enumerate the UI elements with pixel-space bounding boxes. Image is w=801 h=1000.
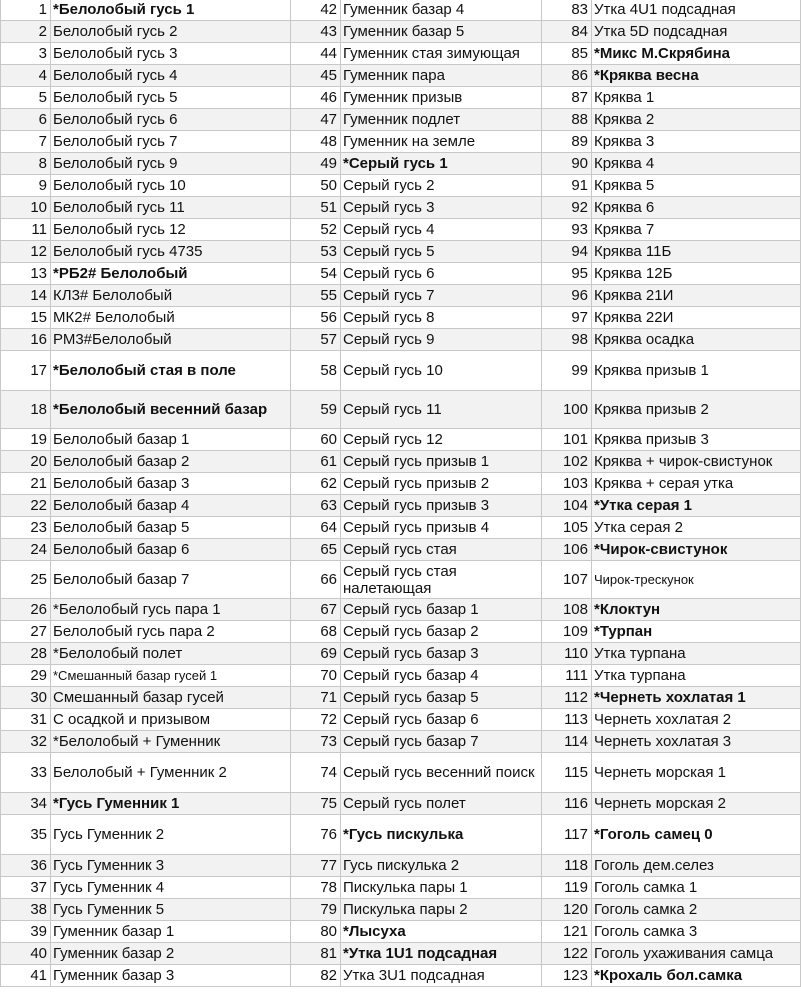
item-number: 72 [291, 709, 341, 731]
item-title: Чирок-трескунок [592, 561, 801, 599]
item-title: Серый гусь базар 3 [341, 643, 542, 665]
item-title: Кряква 1 [592, 87, 801, 109]
item-title: Серый гусь базар 4 [341, 665, 542, 687]
table-row [1, 263, 801, 285]
item-number: 27 [1, 621, 51, 643]
table-row [1, 329, 801, 351]
item-title: Серый гусь 7 [341, 285, 542, 307]
item-title: Серый гусь стая [341, 539, 542, 561]
item-number: 116 [542, 793, 592, 815]
item-number: 55 [291, 285, 341, 307]
table-body [1, 0, 801, 987]
item-title: Белолобый гусь 4735 [51, 241, 291, 263]
item-number: 31 [1, 709, 51, 731]
item-number: 21 [1, 473, 51, 495]
item-number: 10 [1, 197, 51, 219]
item-title: Белолобый гусь 5 [51, 87, 291, 109]
item-number: 105 [542, 517, 592, 539]
item-title: Гуменник пара [341, 65, 542, 87]
item-title: Кряква + чирок-свистунок [592, 451, 801, 473]
item-number: 57 [291, 329, 341, 351]
item-number: 14 [1, 285, 51, 307]
item-number: 83 [542, 0, 592, 21]
item-number: 16 [1, 329, 51, 351]
item-number: 24 [1, 539, 51, 561]
item-number: 94 [542, 241, 592, 263]
item-title: Серый гусь 4 [341, 219, 542, 241]
item-number: 53 [291, 241, 341, 263]
item-number: 56 [291, 307, 341, 329]
item-number: 108 [542, 599, 592, 621]
item-title: Утка турпана [592, 665, 801, 687]
item-number: 101 [542, 429, 592, 451]
item-title: Кряква осадка [592, 329, 801, 351]
item-title: Гоголь дем.селез [592, 855, 801, 877]
table-row [1, 943, 801, 965]
table-row [1, 43, 801, 65]
item-title: С осадкой и призывом [51, 709, 291, 731]
item-number: 32 [1, 731, 51, 753]
item-number: 89 [542, 131, 592, 153]
item-number: 43 [291, 21, 341, 43]
item-number: 9 [1, 175, 51, 197]
item-number: 12 [1, 241, 51, 263]
item-title: *Смешанный базар гусей 1 [51, 665, 291, 687]
item-title: Чернеть хохлатая 2 [592, 709, 801, 731]
item-title: Белолобый базар 2 [51, 451, 291, 473]
item-title: Белолобый базар 7 [51, 561, 291, 599]
item-number: 122 [542, 943, 592, 965]
item-number: 34 [1, 793, 51, 815]
item-number: 3 [1, 43, 51, 65]
item-title: *Белолобый полет [51, 643, 291, 665]
item-title: *Гусь пискулька [341, 815, 542, 855]
item-number: 15 [1, 307, 51, 329]
item-number: 79 [291, 899, 341, 921]
table-row [1, 241, 801, 263]
table-row [1, 351, 801, 391]
item-title: *РБ2# Белолобый [51, 263, 291, 285]
table-row [1, 855, 801, 877]
item-title: Гуменник на земле [341, 131, 542, 153]
item-title: Гуменник базар 2 [51, 943, 291, 965]
item-title: *Гоголь самец 0 [592, 815, 801, 855]
item-number: 44 [291, 43, 341, 65]
item-number: 52 [291, 219, 341, 241]
item-title: Серый гусь 9 [341, 329, 542, 351]
table-row [1, 877, 801, 899]
item-number: 13 [1, 263, 51, 285]
item-number: 19 [1, 429, 51, 451]
table-row [1, 391, 801, 429]
table-row [1, 21, 801, 43]
item-number: 109 [542, 621, 592, 643]
item-number: 93 [542, 219, 592, 241]
item-title: Кряква 7 [592, 219, 801, 241]
item-title: *Серый гусь 1 [341, 153, 542, 175]
item-number: 71 [291, 687, 341, 709]
item-number: 23 [1, 517, 51, 539]
item-number: 69 [291, 643, 341, 665]
item-number: 114 [542, 731, 592, 753]
item-number: 117 [542, 815, 592, 855]
item-title: Кряква 22И [592, 307, 801, 329]
table-row [1, 175, 801, 197]
item-number: 84 [542, 21, 592, 43]
item-number: 78 [291, 877, 341, 899]
item-number: 60 [291, 429, 341, 451]
item-number: 115 [542, 753, 592, 793]
table-row [1, 921, 801, 943]
table-row [1, 731, 801, 753]
item-number: 96 [542, 285, 592, 307]
item-number: 29 [1, 665, 51, 687]
item-title: Серый гусь базар 1 [341, 599, 542, 621]
table-row [1, 109, 801, 131]
item-number: 1 [1, 0, 51, 21]
table-row [1, 517, 801, 539]
item-title: *Микс М.Скрябина [592, 43, 801, 65]
item-title: *Клоктун [592, 599, 801, 621]
item-number: 41 [1, 965, 51, 987]
item-title: Серый гусь 6 [341, 263, 542, 285]
item-number: 39 [1, 921, 51, 943]
item-number: 91 [542, 175, 592, 197]
item-title: *Белолобый гусь 1 [51, 0, 291, 21]
item-title: *Белолобый стая в поле [51, 351, 291, 391]
item-title: Белолобый базар 4 [51, 495, 291, 517]
item-title: Серый гусь призыв 1 [341, 451, 542, 473]
item-number: 37 [1, 877, 51, 899]
item-title: Кряква 4 [592, 153, 801, 175]
item-number: 59 [291, 391, 341, 429]
table-row [1, 599, 801, 621]
item-title: Белолобый базар 5 [51, 517, 291, 539]
item-title: *Белолобый весенний базар [51, 391, 291, 429]
item-number: 75 [291, 793, 341, 815]
item-title: Кряква 2 [592, 109, 801, 131]
item-title: Гуменник базар 4 [341, 0, 542, 21]
table-row [1, 219, 801, 241]
item-number: 70 [291, 665, 341, 687]
item-title: Серый гусь полет [341, 793, 542, 815]
table-row [1, 153, 801, 175]
table-row [1, 307, 801, 329]
item-number: 64 [291, 517, 341, 539]
item-number: 77 [291, 855, 341, 877]
item-number: 111 [542, 665, 592, 687]
item-title: Белолобый + Гуменник 2 [51, 753, 291, 793]
item-title: *Белолобый + Гуменник [51, 731, 291, 753]
item-number: 35 [1, 815, 51, 855]
item-title: *Белолобый гусь пара 1 [51, 599, 291, 621]
item-title: Серый гусь 8 [341, 307, 542, 329]
item-title: КЛ3# Белолобый [51, 285, 291, 307]
item-number: 103 [542, 473, 592, 495]
table-row [1, 451, 801, 473]
table-row [1, 473, 801, 495]
item-title: Кряква 3 [592, 131, 801, 153]
item-title: Белолобый гусь 6 [51, 109, 291, 131]
item-number: 48 [291, 131, 341, 153]
item-number: 121 [542, 921, 592, 943]
item-title: Белолобый гусь 7 [51, 131, 291, 153]
item-number: 85 [542, 43, 592, 65]
item-number: 22 [1, 495, 51, 517]
item-number: 26 [1, 599, 51, 621]
item-number: 119 [542, 877, 592, 899]
item-number: 102 [542, 451, 592, 473]
item-number: 104 [542, 495, 592, 517]
item-title: Белолобый гусь 10 [51, 175, 291, 197]
item-number: 18 [1, 391, 51, 429]
table-row [1, 197, 801, 219]
item-number: 25 [1, 561, 51, 599]
item-title: Гусь Гуменник 4 [51, 877, 291, 899]
item-title: Утка 3U1 подсадная [341, 965, 542, 987]
item-title: Серый гусь стая налетающая [341, 561, 542, 599]
item-title: Кряква 11Б [592, 241, 801, 263]
item-title: Пискулька пары 2 [341, 899, 542, 921]
item-number: 82 [291, 965, 341, 987]
table-row [1, 709, 801, 731]
item-number: 92 [542, 197, 592, 219]
item-number: 4 [1, 65, 51, 87]
item-title: *Чернеть хохлатая 1 [592, 687, 801, 709]
table-row [1, 87, 801, 109]
table-row [1, 793, 801, 815]
item-title: Гуменник стая зимующая [341, 43, 542, 65]
item-title: Гуменник подлет [341, 109, 542, 131]
item-title: *Турпан [592, 621, 801, 643]
item-number: 54 [291, 263, 341, 285]
item-number: 74 [291, 753, 341, 793]
item-number: 100 [542, 391, 592, 429]
item-number: 47 [291, 109, 341, 131]
item-number: 46 [291, 87, 341, 109]
item-number: 97 [542, 307, 592, 329]
item-number: 45 [291, 65, 341, 87]
item-title: Кряква призыв 2 [592, 391, 801, 429]
item-title: Гоголь самка 2 [592, 899, 801, 921]
table-row [1, 285, 801, 307]
item-title: РМ3#Белолобый [51, 329, 291, 351]
item-number: 118 [542, 855, 592, 877]
item-title: Серый гусь базар 7 [341, 731, 542, 753]
item-title: Гоголь ухаживания самца [592, 943, 801, 965]
table-row [1, 899, 801, 921]
item-title: Кряква 12Б [592, 263, 801, 285]
item-title: Кряква призыв 1 [592, 351, 801, 391]
item-title: Гуменник базар 1 [51, 921, 291, 943]
item-title: Серый гусь 2 [341, 175, 542, 197]
item-number: 30 [1, 687, 51, 709]
item-number: 81 [291, 943, 341, 965]
item-number: 7 [1, 131, 51, 153]
item-title: *Кряква весна [592, 65, 801, 87]
item-title: Кряква 21И [592, 285, 801, 307]
item-title: Белолобый гусь 4 [51, 65, 291, 87]
item-number: 38 [1, 899, 51, 921]
item-title: Серый гусь 5 [341, 241, 542, 263]
table-row [1, 687, 801, 709]
table-row [1, 0, 801, 21]
item-title: Белолобый базар 3 [51, 473, 291, 495]
item-title: Чернеть морская 2 [592, 793, 801, 815]
table-row [1, 495, 801, 517]
item-title: Гусь Гуменник 5 [51, 899, 291, 921]
item-number: 98 [542, 329, 592, 351]
item-number: 99 [542, 351, 592, 391]
item-title: Утка турпана [592, 643, 801, 665]
table-row [1, 539, 801, 561]
item-number: 6 [1, 109, 51, 131]
item-title: *Гусь Гуменник 1 [51, 793, 291, 815]
item-title: Белолобый гусь 12 [51, 219, 291, 241]
item-title: Серый гусь 10 [341, 351, 542, 391]
item-number: 40 [1, 943, 51, 965]
item-title: Белолобый гусь пара 2 [51, 621, 291, 643]
item-title: Серый гусь 3 [341, 197, 542, 219]
item-number: 28 [1, 643, 51, 665]
item-number: 65 [291, 539, 341, 561]
item-title: Гуменник базар 3 [51, 965, 291, 987]
item-number: 5 [1, 87, 51, 109]
table-row [1, 753, 801, 793]
table-row [1, 561, 801, 599]
item-number: 73 [291, 731, 341, 753]
item-title: Гусь Гуменник 2 [51, 815, 291, 855]
item-title: Серый гусь призыв 2 [341, 473, 542, 495]
item-number: 76 [291, 815, 341, 855]
item-number: 58 [291, 351, 341, 391]
item-title: Кряква + серая утка [592, 473, 801, 495]
item-title: Белолобый базар 1 [51, 429, 291, 451]
item-number: 86 [542, 65, 592, 87]
table-row [1, 643, 801, 665]
item-number: 50 [291, 175, 341, 197]
item-number: 42 [291, 0, 341, 21]
item-title: Серый гусь призыв 3 [341, 495, 542, 517]
item-number: 120 [542, 899, 592, 921]
item-title: Гуменник призыв [341, 87, 542, 109]
table-row [1, 665, 801, 687]
item-title: Серый гусь призыв 4 [341, 517, 542, 539]
item-title: Гоголь самка 1 [592, 877, 801, 899]
item-title: Чернеть морская 1 [592, 753, 801, 793]
item-number: 11 [1, 219, 51, 241]
item-title: Утка 5D подсадная [592, 21, 801, 43]
item-number: 112 [542, 687, 592, 709]
table-row [1, 815, 801, 855]
item-number: 95 [542, 263, 592, 285]
item-title: Белолобый гусь 2 [51, 21, 291, 43]
item-title: Кряква призыв 3 [592, 429, 801, 451]
item-number: 61 [291, 451, 341, 473]
item-number: 123 [542, 965, 592, 987]
item-title: Серый гусь весенний поиск [341, 753, 542, 793]
item-number: 68 [291, 621, 341, 643]
item-title: Кряква 5 [592, 175, 801, 197]
item-title: Белолобый гусь 3 [51, 43, 291, 65]
item-title: Чернеть хохлатая 3 [592, 731, 801, 753]
item-title: МК2# Белолобый [51, 307, 291, 329]
item-title: Утка 4U1 подсадная [592, 0, 801, 21]
item-title: Белолобый гусь 9 [51, 153, 291, 175]
table-row [1, 131, 801, 153]
item-title: Белолобый базар 6 [51, 539, 291, 561]
item-title: Серый гусь базар 2 [341, 621, 542, 643]
item-number: 110 [542, 643, 592, 665]
item-number: 87 [542, 87, 592, 109]
item-number: 90 [542, 153, 592, 175]
table-row [1, 65, 801, 87]
item-title: Серый гусь базар 6 [341, 709, 542, 731]
item-title: Серый гусь базар 5 [341, 687, 542, 709]
item-title: Пискулька пары 1 [341, 877, 542, 899]
item-number: 66 [291, 561, 341, 599]
item-title: Серый гусь 11 [341, 391, 542, 429]
item-title: Кряква 6 [592, 197, 801, 219]
item-title: Белолобый гусь 11 [51, 197, 291, 219]
item-title: Гусь Гуменник 3 [51, 855, 291, 877]
item-number: 49 [291, 153, 341, 175]
item-number: 63 [291, 495, 341, 517]
item-title: Серый гусь 12 [341, 429, 542, 451]
item-number: 33 [1, 753, 51, 793]
item-number: 17 [1, 351, 51, 391]
item-number: 2 [1, 21, 51, 43]
item-title: *Крохаль бол.самка [592, 965, 801, 987]
item-title: Гусь пискулька 2 [341, 855, 542, 877]
item-number: 36 [1, 855, 51, 877]
item-title: Утка серая 2 [592, 517, 801, 539]
item-number: 67 [291, 599, 341, 621]
item-number: 20 [1, 451, 51, 473]
item-title: *Утка серая 1 [592, 495, 801, 517]
item-title: *Утка 1U1 подсадная [341, 943, 542, 965]
item-title: Гоголь самка 3 [592, 921, 801, 943]
item-title: Смешанный базар гусей [51, 687, 291, 709]
item-number: 51 [291, 197, 341, 219]
item-number: 107 [542, 561, 592, 599]
item-number: 62 [291, 473, 341, 495]
table-row [1, 965, 801, 987]
item-title: Гуменник базар 5 [341, 21, 542, 43]
item-title: *Чирок-свистунок [592, 539, 801, 561]
item-number: 80 [291, 921, 341, 943]
item-number: 106 [542, 539, 592, 561]
item-title: *Лысуха [341, 921, 542, 943]
item-number: 113 [542, 709, 592, 731]
item-number: 8 [1, 153, 51, 175]
table-row [1, 621, 801, 643]
item-number: 88 [542, 109, 592, 131]
table-row [1, 429, 801, 451]
